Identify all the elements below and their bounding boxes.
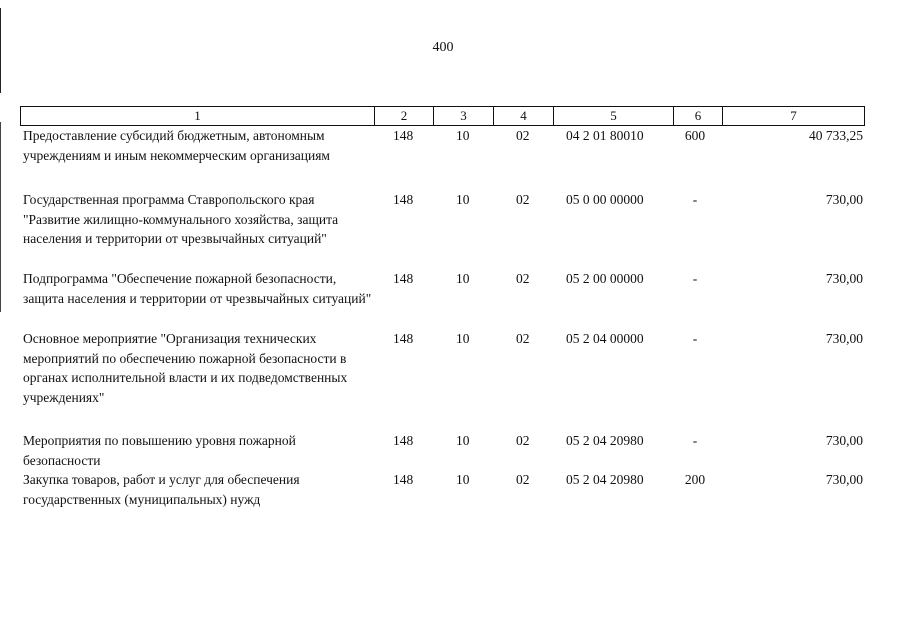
scan-edge-mark <box>0 122 1 312</box>
row-col-5: 05 2 04 20980 <box>566 433 644 448</box>
row-col-6: - <box>692 192 698 207</box>
row-col-6: - <box>692 433 698 448</box>
row-col-5: 05 2 00 00000 <box>566 271 644 286</box>
table-header <box>20 106 863 126</box>
row-name: Закупка товаров, работ и услуг для обеспечения государственных (муниципальных) нужд <box>23 472 300 507</box>
row-col-6: - <box>692 271 698 286</box>
row-name: Подпрограмма "Обеспечение пожарной безопасности, защита населения и территории от чрезвычайных ситуаций" <box>23 271 372 306</box>
row-col-3: 10 <box>456 271 470 286</box>
row-name: Предоставление субсидий бюджетным, автономным учреждениям и иным некоммерческим организациям <box>23 128 330 163</box>
row-col-5: 05 2 04 00000 <box>566 331 644 346</box>
row-col-4: 02 <box>516 192 530 207</box>
row-col-2: 148 <box>393 331 414 346</box>
row-col-4: 02 <box>516 433 530 448</box>
row-col-2: 148 <box>393 433 414 448</box>
header-cell-2: 2 <box>374 106 434 126</box>
row-col-3: 10 <box>456 433 470 448</box>
row-col-7: 40 733,25 <box>809 128 863 143</box>
row-col-3: 10 <box>456 128 470 143</box>
row-col-2: 148 <box>393 271 414 286</box>
row-col-4: 02 <box>516 271 530 286</box>
header-cell-6: 6 <box>673 106 723 126</box>
page-number: 400 <box>432 40 454 55</box>
row-col-7: 730,00 <box>825 331 863 346</box>
header-cell-7: 7 <box>722 106 865 126</box>
row-col-2: 148 <box>393 192 414 207</box>
row-col-6: - <box>692 331 698 346</box>
row-name: Государственная программа Ставропольского края "Развитие жилищно-коммунального хозяйства, защита населения и территории от чрезвычайных ситуаций" <box>23 192 339 246</box>
row-col-5: 04 2 01 80010 <box>566 128 644 143</box>
row-col-3: 10 <box>456 331 470 346</box>
row-col-4: 02 <box>516 472 530 487</box>
row-col-5: 05 2 04 20980 <box>566 472 644 487</box>
row-col-7: 730,00 <box>825 192 863 207</box>
header-cell-4: 4 <box>493 106 554 126</box>
row-col-7: 730,00 <box>825 271 863 286</box>
row-col-3: 10 <box>456 192 470 207</box>
header-cell-5: 5 <box>553 106 674 126</box>
header-cell-1: 1 <box>20 106 375 126</box>
row-col-7: 730,00 <box>825 433 863 448</box>
row-col-4: 02 <box>516 331 530 346</box>
header-cell-3: 3 <box>433 106 494 126</box>
row-col-7: 730,00 <box>825 472 863 487</box>
row-col-6: 200 <box>684 472 706 487</box>
row-name: Мероприятия по повышению уровня пожарной безопасности <box>23 433 296 468</box>
row-col-5: 05 0 00 00000 <box>566 192 644 207</box>
row-col-4: 02 <box>516 128 530 143</box>
row-col-3: 10 <box>456 472 470 487</box>
row-col-2: 148 <box>393 128 414 143</box>
row-name: Основное мероприятие "Организация технических мероприятий по обеспечению пожарной безопасности в органах исполнительной власти и их подведомственных учреждениях" <box>23 331 348 405</box>
row-col-2: 148 <box>393 472 414 487</box>
row-col-6: 600 <box>684 128 706 143</box>
